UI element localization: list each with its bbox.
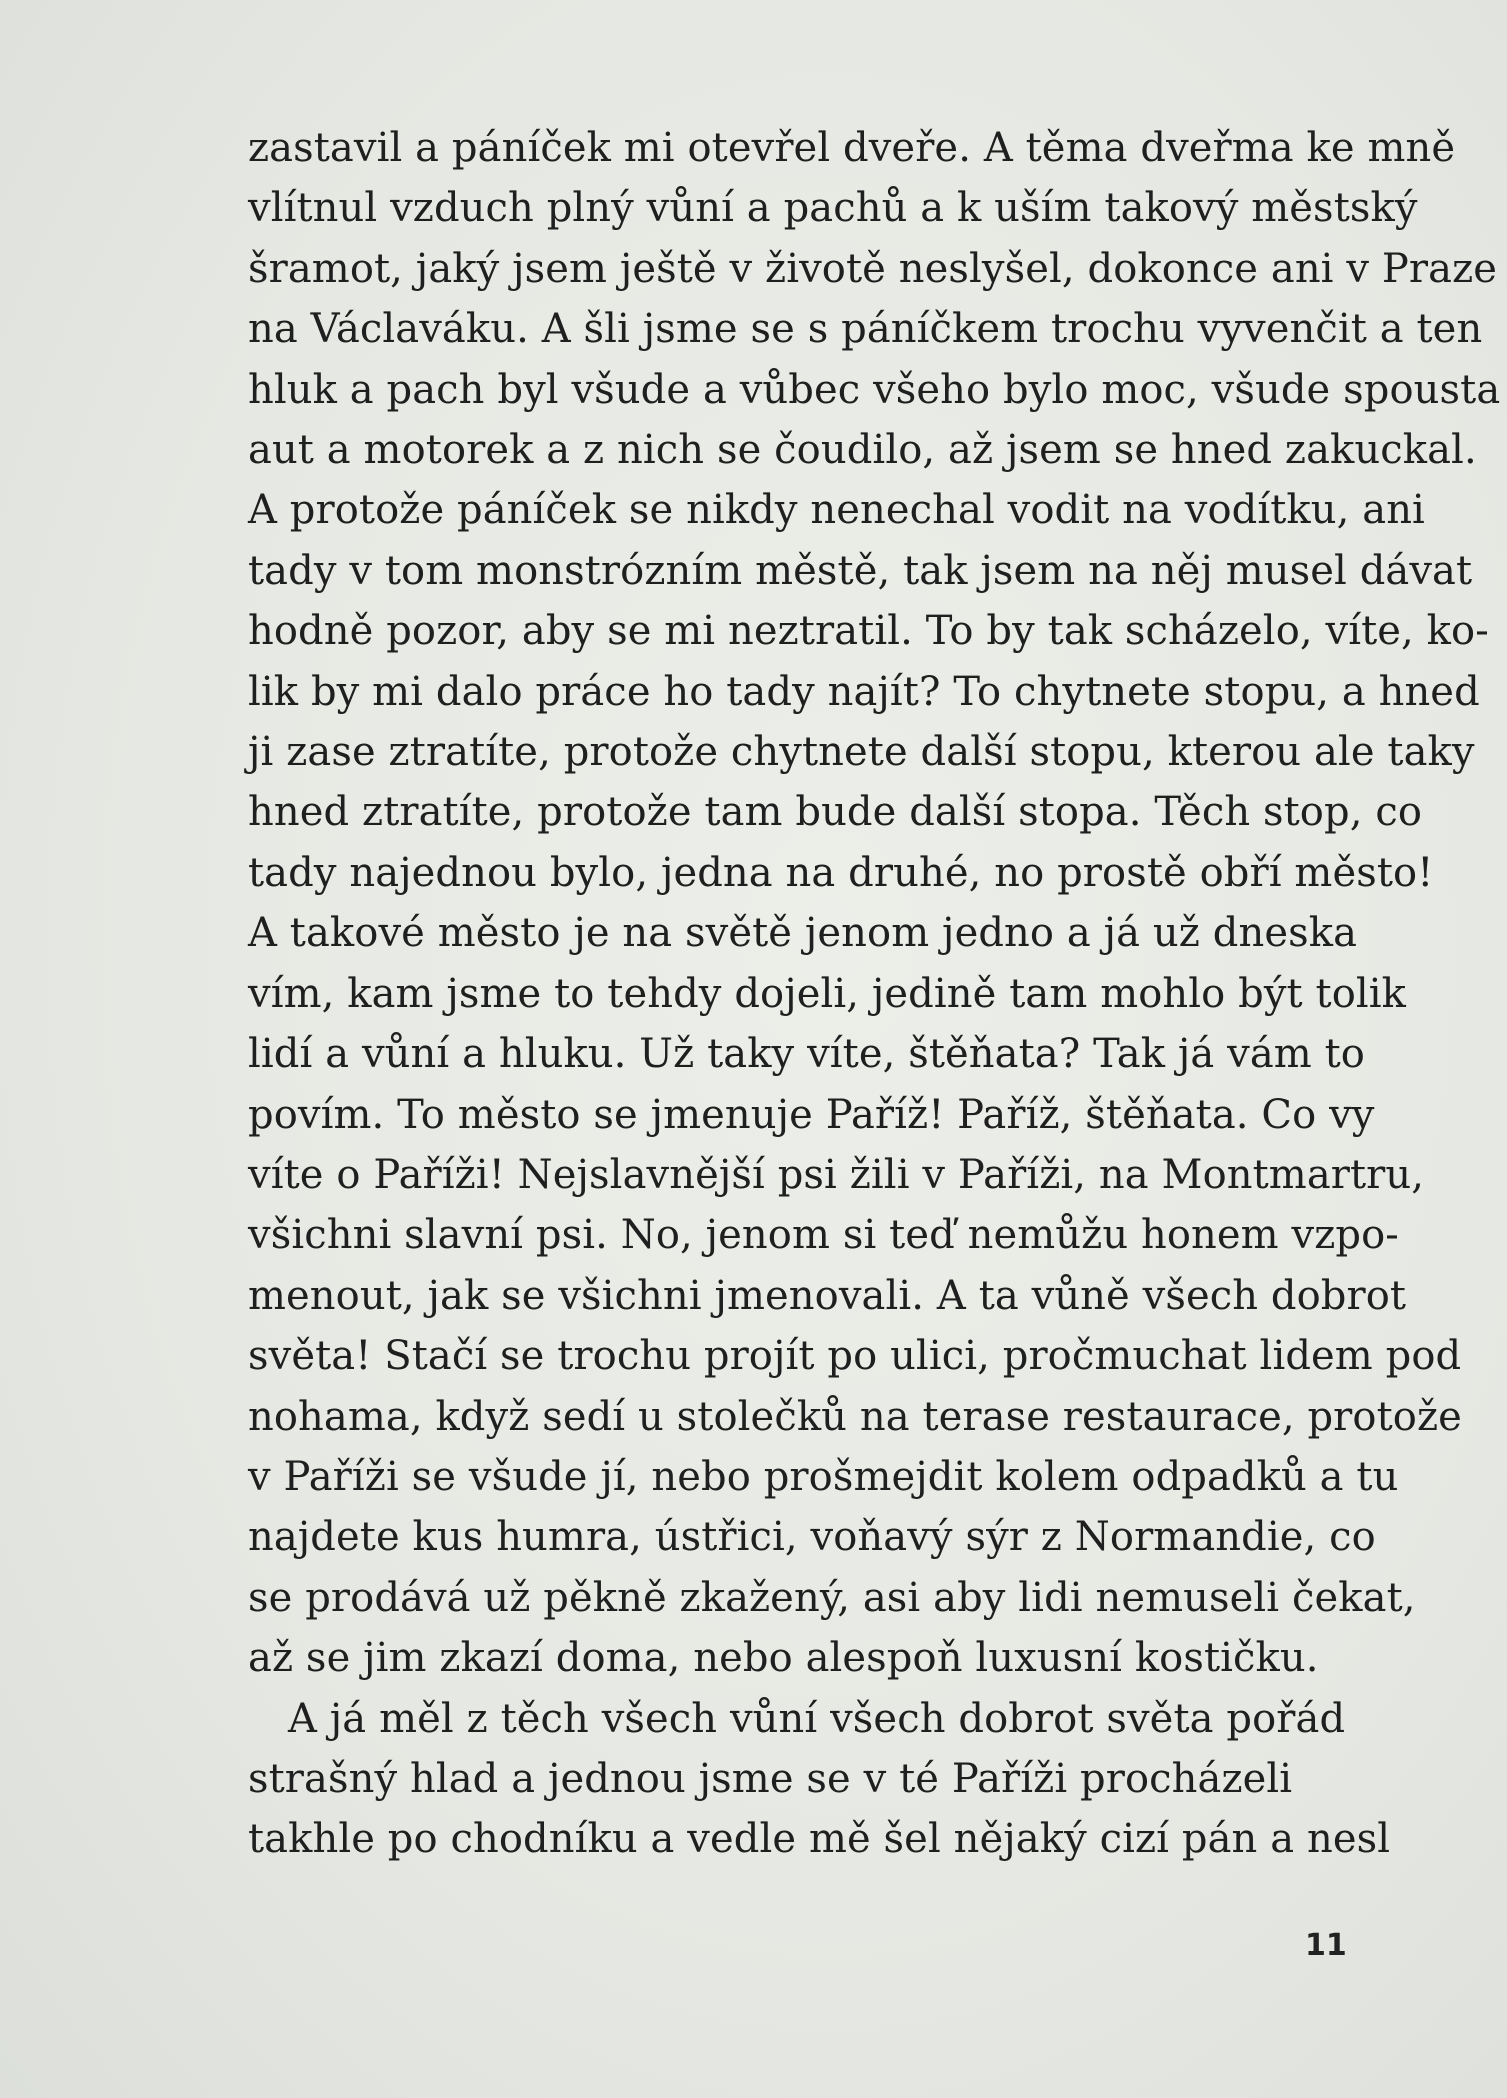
text-line: všichni slavní psi. No, jenom si teď nemůžu honem vzpo- bbox=[248, 1212, 1399, 1259]
text-line: tady v tom monstrózním městě, tak jsem na něj musel dávat bbox=[248, 547, 1473, 594]
text-line: vím, kam jsme to tehdy dojeli, jedině tam mohlo být tolik bbox=[248, 970, 1407, 1017]
body-text bbox=[248, 118, 1501, 1870]
text-line: hluk a pach byl všude a vůbec všeho bylo moc, všude spousta bbox=[248, 366, 1501, 413]
text-line: A takové město je na světě jenom jedno a já už dneska bbox=[248, 910, 1358, 957]
text-line: až se jim zkazí doma, nebo alespoň luxusní kostičku. bbox=[248, 1635, 1319, 1682]
text-line: ji zase ztratíte, protože chytnete další stopu, kterou ale taky bbox=[248, 729, 1475, 776]
text-line: tady najednou bylo, jedna na druhé, no prostě obří město! bbox=[248, 849, 1434, 896]
text-line: najdete kus humra, ústřici, voňavý sýr z Normandie, co bbox=[248, 1514, 1376, 1561]
text-line: nohama, když sedí u stolečků na terase restaurace, protože bbox=[248, 1393, 1462, 1440]
text-line: šramot, jaký jsem ještě v životě neslyšel, dokonce ani v Praze bbox=[248, 245, 1498, 292]
page-number: 11 bbox=[1305, 1928, 1347, 1963]
text-line: strašný hlad a jednou jsme se v té Paříži procházeli bbox=[248, 1755, 1293, 1802]
text-line: lik by mi dalo práce ho tady najít? To chytnete stopu, a hned bbox=[248, 668, 1480, 715]
paragraph-1 bbox=[248, 118, 1501, 1689]
text-line: takhle po chodníku a vedle mě šel nějaký cizí pán a nesl bbox=[248, 1816, 1391, 1863]
text-line: hned ztratíte, protože tam bude další stopa. Těch stop, co bbox=[248, 789, 1423, 836]
paragraph-2 bbox=[248, 1689, 1391, 1870]
text-line: lidí a vůní a hluku. Už taky víte, štěňata? Tak já vám to bbox=[248, 1031, 1365, 1078]
text-line: světa! Stačí se trochu projít po ulici, pročmuchat lidem pod bbox=[248, 1333, 1462, 1380]
text-line: víte o Paříži! Nejslavnější psi žili v Paříži, na Montmartru, bbox=[248, 1151, 1425, 1198]
text-line: zastavil a páníček mi otevřel dveře. A těma dveřma ke mně bbox=[248, 125, 1456, 171]
text-line: v Paříži se všude jí, nebo prošmejdit kolem odpadků a tu bbox=[248, 1453, 1399, 1500]
text-line: vlítnul vzduch plný vůní a pachů a k uším takový městský bbox=[248, 185, 1418, 232]
text-line: na Václaváku. A šli jsme se s páníčkem trochu vyvenčit a ten bbox=[248, 306, 1483, 353]
text-line: menout, jak se všichni jmenovali. A ta vůně všech dobrot bbox=[248, 1272, 1407, 1319]
text-line: A já měl z těch všech vůní všech dobrot světa pořád bbox=[288, 1695, 1346, 1742]
text-line: hodně pozor, aby se mi neztratil. To by tak scházelo, víte, ko- bbox=[248, 608, 1489, 655]
text-line: A protože páníček se nikdy nenechal vodit na vodítku, ani bbox=[248, 487, 1425, 534]
text-line: povím. To město se jmenuje Paříž! Paříž, štěňata. Co vy bbox=[248, 1091, 1375, 1138]
text-line: aut a motorek a z nich se čoudilo, až jsem se hned zakuckal. bbox=[248, 427, 1477, 474]
text-line: se prodává už pěkně zkažený, asi aby lidi nemuseli čekat, bbox=[248, 1574, 1416, 1621]
